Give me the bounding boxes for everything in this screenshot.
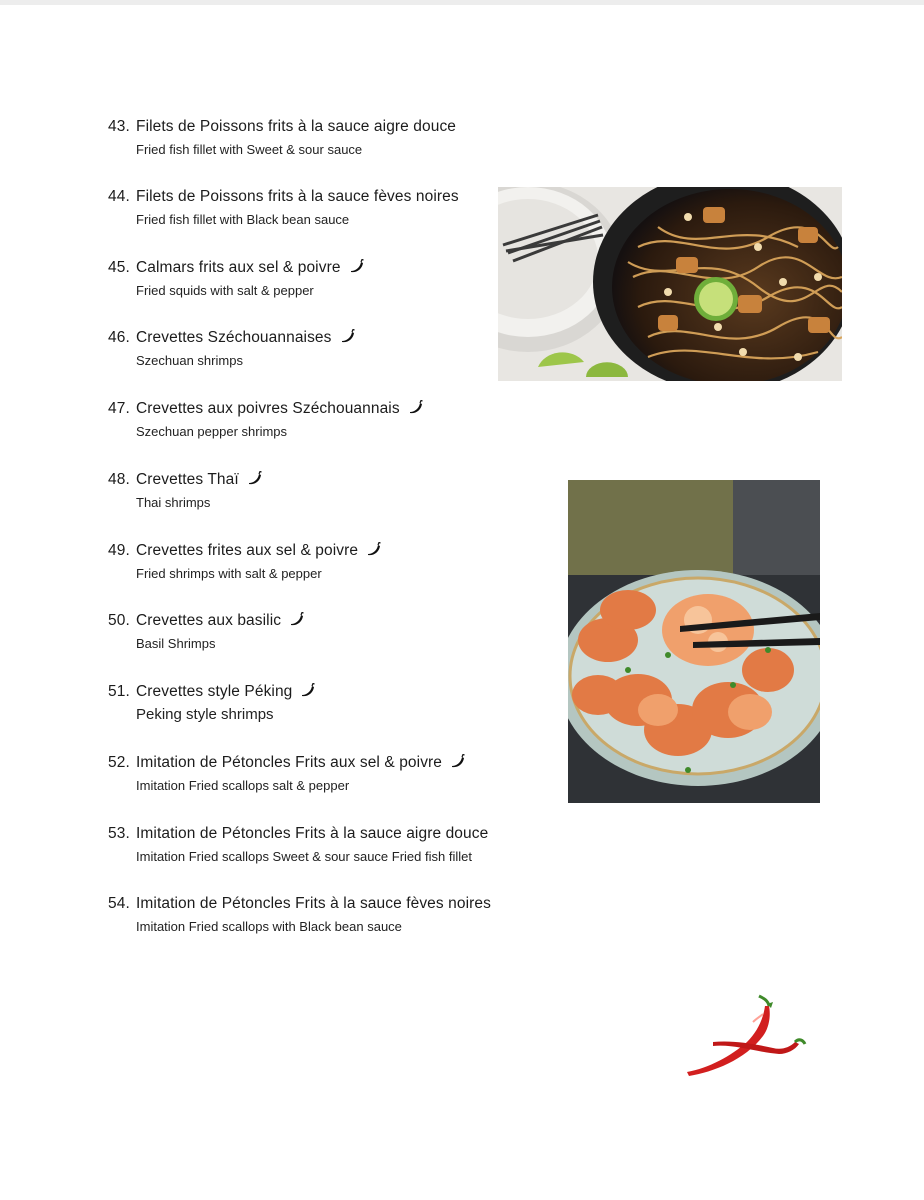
- item-name-en: Imitation Fried scallops Sweet & sour sauce Fried fish fillet: [136, 849, 472, 864]
- item-name-fr: 49. Crevettes frites aux sel & poivre: [108, 540, 548, 562]
- menu-item-49: [108, 540, 548, 584]
- chili-icon: [300, 683, 316, 697]
- menu-item-43: [108, 116, 548, 160]
- menu-item-50: [108, 610, 548, 654]
- noodles-photo: [498, 187, 842, 381]
- menu-item-52: [108, 752, 548, 796]
- item-name-fr: 45. Calmars frits aux sel & poivre: [108, 257, 548, 279]
- menu-item-46: [108, 327, 548, 371]
- top-edge: [0, 0, 924, 5]
- item-name-fr: 54. Imitation de Pétoncles Frits à la sauce fèves noires: [108, 895, 491, 912]
- item-name-en: Fried fish fillet with Black bean sauce: [136, 212, 350, 227]
- red-chili-peppers-icon: [683, 992, 807, 1082]
- item-name-en: Imitation Fried scallops salt & pepper: [136, 778, 350, 793]
- menu-item-45: [108, 257, 548, 301]
- item-name-en: Imitation Fried scallops with Black bean sauce: [136, 919, 402, 934]
- item-name-fr: 48. Crevettes Thaï: [108, 469, 548, 491]
- shrimps-photo: [568, 480, 820, 803]
- chili-icon: [408, 400, 424, 414]
- item-name-en: Basil Shrimps: [136, 636, 216, 651]
- chili-icon: [247, 471, 263, 485]
- chili-icon: [366, 542, 382, 556]
- menu-item-47: [108, 398, 548, 442]
- item-name-fr: 43. Filets de Poissons frits à la sauce aigre douce: [108, 118, 457, 135]
- item-name-en: Szechuan pepper shrimps: [136, 424, 288, 439]
- item-name-en: Fried squids with salt & pepper: [136, 283, 314, 298]
- menu-item-53: [108, 823, 548, 867]
- item-name-en: Fried fish fillet with Sweet & sour sauce: [136, 142, 363, 157]
- menu-item-51: [108, 681, 548, 725]
- menu-item-48: [108, 469, 548, 513]
- chili-icon: [289, 612, 305, 626]
- item-name-fr: 44. Filets de Poissons frits à la sauce fèves noires: [108, 188, 459, 205]
- item-name-en: Thai shrimps: [136, 495, 211, 510]
- menu-item-54: [108, 893, 548, 937]
- item-name-fr: 46. Crevettes Széchouannaises: [108, 327, 548, 349]
- chili-icon: [349, 259, 365, 273]
- item-name-en: Fried shrimps with salt & pepper: [136, 566, 322, 581]
- item-name-en: Szechuan shrimps: [136, 353, 243, 368]
- menu-item-44: [108, 186, 548, 230]
- item-name-fr: 47. Crevettes aux poivres Széchouannais: [108, 398, 548, 420]
- item-name-fr: 50. Crevettes aux basilic: [108, 610, 548, 632]
- chili-icon: [450, 754, 466, 768]
- item-name-fr: 52. Imitation de Pétoncles Frits aux sel & poivre: [108, 752, 548, 774]
- item-name-fr: 51. Crevettes style Péking: [108, 681, 548, 703]
- item-name-en: Peking style shrimps: [136, 706, 274, 723]
- chili-icon: [340, 329, 356, 343]
- item-name-fr: 53. Imitation de Pétoncles Frits à la sauce aigre douce: [108, 825, 489, 842]
